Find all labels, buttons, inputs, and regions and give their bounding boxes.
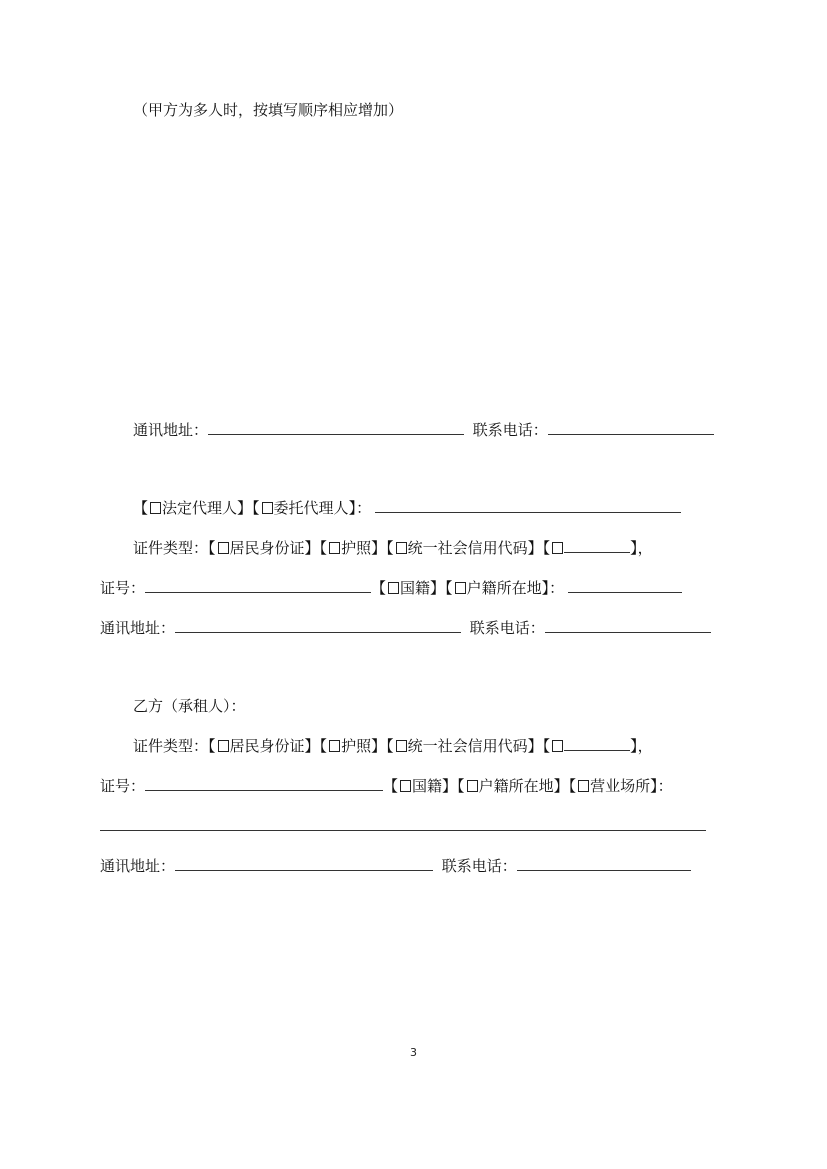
id-type-label: 证件类型：	[133, 539, 209, 557]
id-no-label: 证号：	[100, 777, 146, 795]
household-label: 户籍所在地	[478, 777, 554, 795]
id-card-checkbox[interactable]	[218, 542, 229, 554]
address-blank[interactable]	[208, 420, 464, 435]
id-no-blank[interactable]	[145, 578, 371, 593]
passport-checkbox[interactable]	[329, 740, 340, 752]
party-a-contact-row	[133, 420, 714, 440]
party-b-id-number-row: 证号： 【 国籍】【 户籍所在地】【 营业场所】：	[100, 777, 673, 795]
id-card-label: 居民身份证	[229, 737, 305, 755]
other-id-blank[interactable]	[564, 736, 630, 751]
agent-name-blank[interactable]	[375, 498, 681, 513]
agent-id-type-row: 证件类型：【 居民身份证】【 护照】【 统一社会信用代码】【 】，	[133, 539, 653, 557]
id-no-blank[interactable]	[145, 776, 383, 791]
multi-party-note	[133, 100, 403, 120]
address-label: 通讯地址：	[100, 619, 176, 637]
party-b-contact-row	[100, 856, 691, 876]
other-id-checkbox[interactable]	[552, 740, 563, 752]
credit-code-checkbox[interactable]	[396, 542, 407, 554]
id-type-label: 证件类型：	[133, 737, 209, 755]
address-blank[interactable]	[175, 856, 433, 871]
phone-blank[interactable]	[545, 618, 711, 633]
credit-code-checkbox[interactable]	[396, 740, 407, 752]
passport-label: 护照	[341, 737, 372, 755]
nationality-checkbox[interactable]	[388, 582, 399, 594]
business-place-checkbox[interactable]	[578, 780, 589, 792]
other-id-blank[interactable]	[564, 538, 630, 553]
party-b-id-type-row: 证件类型：【 居民身份证】【 护照】【 统一社会信用代码】【 】，	[133, 737, 653, 755]
long-blank[interactable]	[100, 816, 706, 831]
phone-blank[interactable]	[517, 856, 691, 871]
legal-agent-label: 法定代理人	[162, 499, 238, 517]
id-card-label: 居民身份证	[229, 539, 305, 557]
party-b-title-row	[133, 696, 246, 716]
phone-label: 联系电话：	[472, 421, 548, 439]
party-b-long-blank-row	[100, 816, 706, 836]
address-label: 通讯地址：	[133, 421, 209, 439]
credit-code-label: 统一社会信用代码	[407, 737, 528, 755]
household-checkbox[interactable]	[455, 582, 466, 594]
party-b-title: 乙方（承租人）：	[133, 697, 246, 715]
id-no-label: 证号：	[100, 579, 146, 597]
legal-agent-checkbox[interactable]	[150, 502, 161, 514]
entrusted-agent-label: 委托代理人	[273, 499, 349, 517]
agent-contact-row	[100, 618, 711, 638]
other-id-checkbox[interactable]	[552, 542, 563, 554]
nationality-checkbox[interactable]	[400, 780, 411, 792]
passport-checkbox[interactable]	[329, 542, 340, 554]
page-number: 3	[410, 1046, 417, 1059]
address-blank[interactable]	[175, 618, 461, 633]
entrusted-agent-checkbox[interactable]	[262, 502, 273, 514]
passport-label: 护照	[341, 539, 372, 557]
business-place-label: 营业场所	[590, 777, 651, 795]
address-label: 通讯地址：	[100, 857, 176, 875]
credit-code-label: 统一社会信用代码	[407, 539, 528, 557]
household-blank[interactable]	[568, 578, 682, 593]
agent-id-number-row: 证号： 【 国籍】【 户籍所在地】：	[100, 578, 682, 598]
id-card-checkbox[interactable]	[218, 740, 229, 752]
phone-blank[interactable]	[548, 420, 714, 435]
household-label: 户籍所在地	[466, 579, 542, 597]
nationality-label: 国籍	[412, 777, 443, 795]
agent-row: 【 法定代理人】【 委托代理人】：	[133, 498, 681, 518]
phone-label: 联系电话：	[469, 619, 545, 637]
phone-label: 联系电话：	[441, 857, 517, 875]
household-checkbox[interactable]	[467, 780, 478, 792]
nationality-label: 国籍	[400, 579, 431, 597]
note-text: （甲方为多人时，按填写顺序相应增加）	[133, 101, 404, 119]
